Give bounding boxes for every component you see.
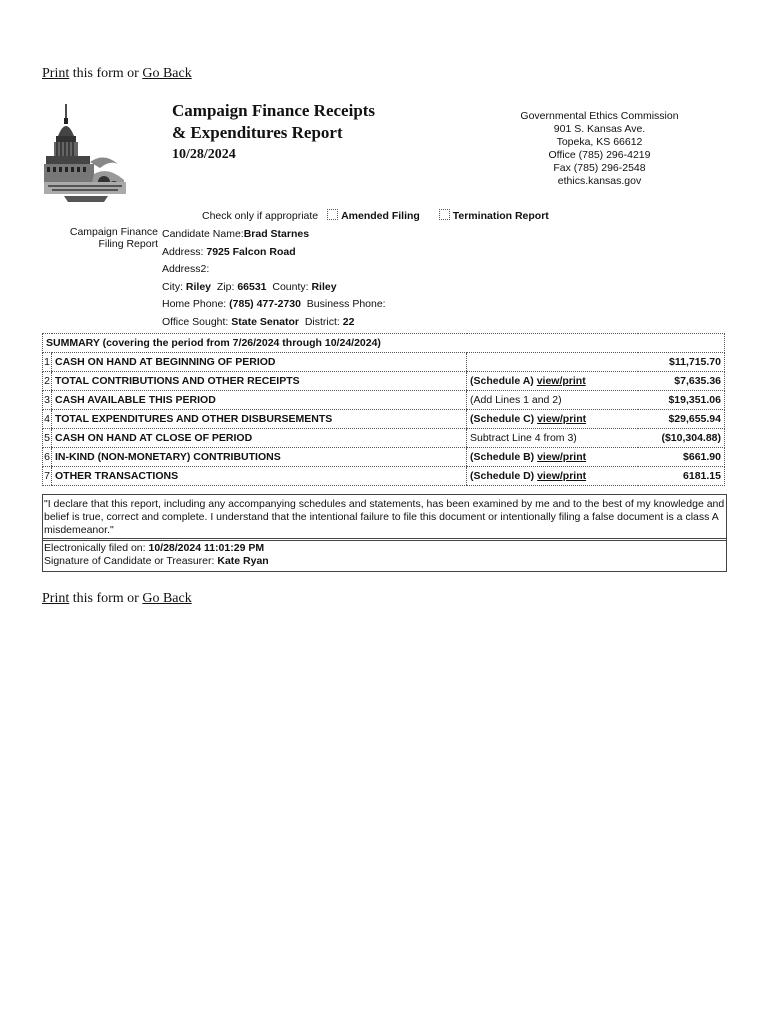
top-nav (42, 66, 192, 82)
summary-row-1 (43, 353, 725, 372)
nav-text-bottom: this form or (69, 591, 143, 606)
commission-name: Governmental Ethics Commission (520, 110, 679, 122)
city-value: Riley (185, 280, 212, 293)
candidate-name: Brad Starnes (243, 228, 310, 240)
schedule-cell (467, 410, 639, 429)
amended-filing-label: Amended Filing (341, 210, 420, 222)
signature-label: Signature of Candidate or Treasurer: (44, 555, 215, 567)
line-number: 1 (43, 353, 52, 372)
filed-timestamp: 10/28/2024 11:01:29 PM (148, 542, 265, 554)
schedule-text: (Add Lines 1 and 2) (470, 394, 562, 406)
commission-website: ethics.kansas.gov (557, 175, 642, 187)
go-back-link-bottom[interactable]: Go Back (142, 591, 192, 606)
check-prompt: Check only if appropriate (202, 210, 319, 222)
summary-header: SUMMARY (covering the period from 7/26/2024 through 10/24/2024) (43, 334, 725, 353)
declaration-text: "I declare that this report, including any accompanying schedules and statements, has been examined by me and to the best of my knowledge and belief is true, correct and complete. I understand that the intentional failure to file this document or intentionally filing a false document is a class A misdemeanor." (44, 498, 725, 536)
zip-label: Zip: (216, 280, 235, 293)
report-type-label (62, 226, 158, 250)
county-value: Riley (311, 280, 337, 293)
filed-row (44, 542, 725, 555)
address-label: Address: (162, 245, 204, 258)
line-description: IN-KIND (NON-MONETARY) CONTRIBUTIONS (52, 448, 467, 467)
line-amount: $11,715.70 (638, 353, 725, 372)
address2-label: Address2: (162, 263, 210, 275)
schedule-cell (467, 353, 639, 372)
report-title-block (172, 100, 375, 166)
line-amount: 6181.15 (638, 467, 725, 486)
line-description: CASH ON HAND AT BEGINNING OF PERIOD (52, 353, 467, 372)
summary-row-6 (43, 448, 725, 467)
office-label: Office Sought: (162, 315, 229, 328)
line-description: OTHER TRANSACTIONS (52, 467, 467, 486)
candidate-info (162, 226, 386, 331)
amended-filing-checkbox[interactable] (327, 209, 338, 220)
filing-type-row (202, 209, 549, 222)
print-form-link-bottom[interactable]: Print (42, 591, 70, 606)
signature-row (44, 555, 725, 568)
line-amount: $7,635.36 (638, 372, 725, 391)
report-date: 10/28/2024 (172, 147, 236, 162)
declaration-statement (42, 494, 727, 541)
signature-value: Kate Ryan (217, 555, 269, 567)
address-row (162, 244, 386, 262)
schedule-cell (467, 448, 639, 467)
termination-report-checkbox[interactable] (439, 209, 450, 220)
schedule-text: (Schedule D) (470, 470, 538, 482)
kansas-capitol-building-icon (44, 102, 126, 204)
line-description: TOTAL EXPENDITURES AND OTHER DISBURSEMENTS (52, 410, 467, 429)
district-label: District: (304, 315, 340, 328)
schedule-text: (Schedule C) (470, 413, 538, 425)
phone-row (162, 296, 386, 314)
county-label: County: (272, 280, 309, 293)
schedule-view-print-link[interactable]: view/print (537, 470, 587, 482)
line-number: 3 (43, 391, 52, 410)
nav-text: this form or (69, 66, 143, 81)
district-value: 22 (342, 315, 355, 328)
side-label-line2: Filing Report (98, 238, 158, 250)
summary-row-2 (43, 372, 725, 391)
line-number: 5 (43, 429, 52, 448)
schedule-text: Subtract Line 4 from 3) (470, 432, 577, 444)
commission-info (487, 110, 712, 188)
termination-report-label: Termination Report (452, 210, 549, 222)
side-label-line1: Campaign Finance (69, 226, 158, 238)
commission-address2: Topeka, KS 66612 (556, 136, 643, 148)
line-amount: $29,655.94 (638, 410, 725, 429)
home-phone-label: Home Phone: (162, 298, 227, 310)
commission-address1: 901 S. Kansas Ave. (553, 123, 646, 135)
schedule-view-print-link[interactable]: view/print (537, 413, 587, 425)
city-row (162, 279, 386, 297)
line-description: CASH AVAILABLE THIS PERIOD (52, 391, 467, 410)
report-title-line1: Campaign Finance Receipts (172, 101, 376, 120)
commission-fax: Fax (785) 296-2548 (553, 162, 646, 174)
address-value: 7925 Falcon Road (206, 245, 296, 258)
report-title-line2: & Expenditures Report (172, 123, 343, 142)
candidate-name-label: Candidate Name: (162, 228, 244, 240)
line-number: 4 (43, 410, 52, 429)
filing-signature-box (42, 538, 727, 572)
line-number: 6 (43, 448, 52, 467)
schedule-view-print-link[interactable]: view/print (536, 375, 586, 387)
filed-label: Electronically filed on: (44, 542, 146, 554)
line-amount: $19,351.06 (638, 391, 725, 410)
business-phone-label: Business Phone: (306, 298, 386, 310)
line-description: TOTAL CONTRIBUTIONS AND OTHER RECEIPTS (52, 372, 467, 391)
bottom-nav (42, 591, 192, 607)
summary-table (42, 333, 725, 486)
summary-header-row (43, 334, 725, 353)
line-amount: $661.90 (638, 448, 725, 467)
schedule-cell (467, 467, 639, 486)
summary-row-4 (43, 410, 725, 429)
address2-row (162, 261, 386, 279)
office-value: State Senator (231, 315, 299, 328)
go-back-link[interactable]: Go Back (142, 66, 192, 81)
summary-row-5 (43, 429, 725, 448)
line-number: 7 (43, 467, 52, 486)
schedule-text: (Schedule B) (470, 451, 538, 463)
home-phone-value: (785) 477-2730 (229, 298, 301, 310)
candidate-name-row (162, 226, 386, 244)
summary-row-7 (43, 467, 725, 486)
city-label: City: (162, 280, 183, 293)
line-amount: ($10,304.88) (638, 429, 725, 448)
schedule-cell (467, 429, 639, 448)
zip-value: 66531 (237, 280, 267, 293)
office-row (162, 314, 386, 332)
print-form-link[interactable]: Print (42, 66, 70, 81)
schedule-text: (Schedule A) (470, 375, 537, 387)
line-description: CASH ON HAND AT CLOSE OF PERIOD (52, 429, 467, 448)
schedule-cell (467, 391, 639, 410)
commission-office-phone: Office (785) 296-4219 (548, 149, 651, 161)
summary-row-3 (43, 391, 725, 410)
line-number: 2 (43, 372, 52, 391)
schedule-cell (467, 372, 639, 391)
schedule-view-print-link[interactable]: view/print (537, 451, 587, 463)
